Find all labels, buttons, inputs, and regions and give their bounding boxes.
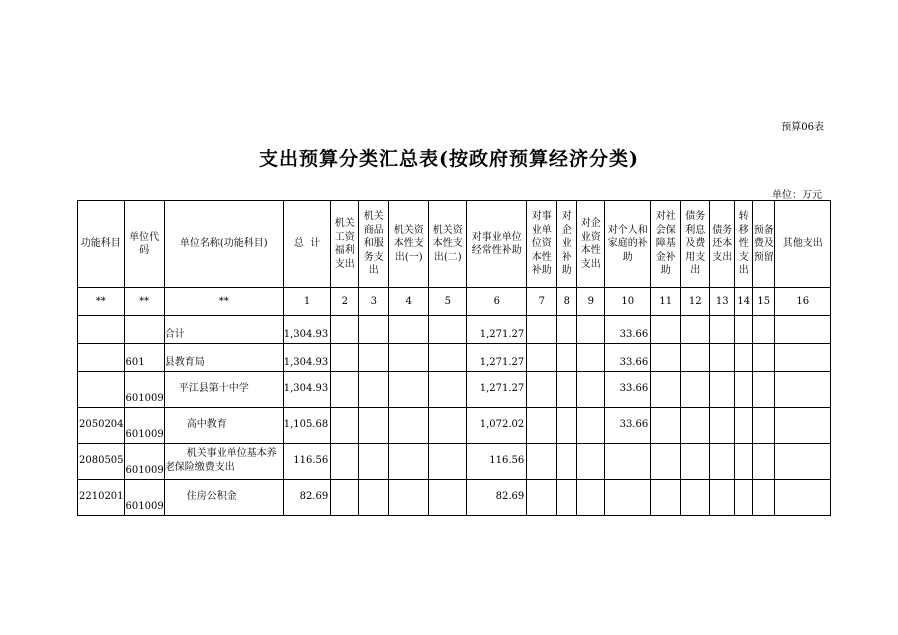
total-cell: 82.69 bbox=[283, 480, 331, 516]
table-row bbox=[78, 316, 831, 344]
unit-code-cell: 601009 bbox=[124, 408, 164, 444]
c9-cell bbox=[605, 444, 651, 480]
index-cell: ** bbox=[164, 288, 283, 316]
unit-code-cell bbox=[124, 316, 164, 344]
index-cell: ** bbox=[78, 288, 125, 316]
header-total: 总 计 bbox=[283, 201, 331, 288]
index-cell: 12 bbox=[681, 288, 710, 316]
c9-cell: 33.66 bbox=[605, 316, 651, 344]
index-cell: 5 bbox=[429, 288, 467, 316]
unit-label: 单位：万元 bbox=[772, 190, 822, 201]
header-c14: 预备费及预留 bbox=[753, 201, 775, 288]
total-cell: 116.56 bbox=[283, 444, 331, 480]
table-row bbox=[78, 444, 831, 480]
index-row bbox=[78, 288, 831, 316]
unit-name-cell: 县教育局 bbox=[164, 344, 283, 372]
c5-cell: 82.69 bbox=[467, 480, 527, 516]
page-title: 支出预算分类汇总表(按政府预算经济分类) bbox=[259, 148, 639, 170]
header-c9: 对个人和家庭的补助 bbox=[605, 201, 651, 288]
index-cell: ** bbox=[124, 288, 164, 316]
table-row bbox=[78, 480, 831, 516]
index-cell: 10 bbox=[605, 288, 651, 316]
func-code-cell bbox=[78, 344, 125, 372]
total-cell: 1,304.93 bbox=[283, 372, 331, 408]
unit-code-cell: 601009 bbox=[124, 372, 164, 408]
func-code-cell: 2050204 bbox=[78, 408, 125, 444]
c5-cell: 1,271.27 bbox=[467, 344, 527, 372]
table-row bbox=[78, 372, 831, 408]
index-cell: 13 bbox=[710, 288, 735, 316]
unit-name-cell: 平江县第十中学 bbox=[164, 372, 283, 408]
index-cell: 4 bbox=[389, 288, 429, 316]
header-c13: 转移性支出 bbox=[735, 201, 753, 288]
c5-cell: 1,271.27 bbox=[467, 372, 527, 408]
header-c1: 机关工资福利支出 bbox=[331, 201, 359, 288]
unit-name-cell: 合计 bbox=[164, 316, 283, 344]
func-code-cell: 2210201 bbox=[78, 480, 125, 516]
index-cell: 2 bbox=[331, 288, 359, 316]
header-c11: 债务利息及费用支出 bbox=[681, 201, 710, 288]
c5-cell: 1,072.02 bbox=[467, 408, 527, 444]
header-c4: 机关资本性支出(二) bbox=[429, 201, 467, 288]
header-c15: 其他支出 bbox=[775, 201, 831, 288]
index-cell: 3 bbox=[359, 288, 389, 316]
index-cell: 7 bbox=[527, 288, 557, 316]
header-c5: 对事业单位经常性补助 bbox=[467, 201, 527, 288]
total-cell: 1,304.93 bbox=[283, 344, 331, 372]
index-cell: 16 bbox=[775, 288, 831, 316]
index-cell: 11 bbox=[651, 288, 681, 316]
index-cell: 1 bbox=[283, 288, 331, 316]
header-unit-name: 单位名称(功能科目) bbox=[164, 201, 283, 288]
unit-name-cell: 机关事业单位基本养老保险缴费支出 bbox=[164, 444, 283, 480]
func-code-cell bbox=[78, 372, 125, 408]
header-unit-code: 单位代码 bbox=[124, 201, 164, 288]
index-cell: 6 bbox=[467, 288, 527, 316]
header-func-subject: 功能科目 bbox=[78, 201, 125, 288]
c9-cell: 33.66 bbox=[605, 372, 651, 408]
index-cell: 14 bbox=[735, 288, 753, 316]
expenditure-table bbox=[77, 200, 831, 516]
func-code-cell bbox=[78, 316, 125, 344]
header-c12: 债务还本支出 bbox=[710, 201, 735, 288]
unit-code-cell: 601009 bbox=[124, 444, 164, 480]
header-c2: 机关商品和服务支出 bbox=[359, 201, 389, 288]
c5-cell: 116.56 bbox=[467, 444, 527, 480]
index-cell: 9 bbox=[577, 288, 605, 316]
index-cell: 15 bbox=[753, 288, 775, 316]
header-row bbox=[78, 201, 831, 288]
unit-name-cell: 高中教育 bbox=[164, 408, 283, 444]
header-c10: 对社会保障基金补助 bbox=[651, 201, 681, 288]
c5-cell: 1,271.27 bbox=[467, 316, 527, 344]
header-c8: 对企业资本性支出 bbox=[577, 201, 605, 288]
total-cell: 1,304.93 bbox=[283, 316, 331, 344]
header-c7: 对企业补助 bbox=[557, 201, 577, 288]
header-c3: 机关资本性支出(一) bbox=[389, 201, 429, 288]
unit-code-cell: 601009 bbox=[124, 480, 164, 516]
func-code-cell: 2080505 bbox=[78, 444, 125, 480]
c9-cell: 33.66 bbox=[605, 408, 651, 444]
table-row bbox=[78, 344, 831, 372]
unit-code-cell: 601 bbox=[124, 344, 164, 372]
table-row bbox=[78, 408, 831, 444]
header-c6: 对事业单位资本性补助 bbox=[527, 201, 557, 288]
index-cell: 8 bbox=[557, 288, 577, 316]
c9-cell bbox=[605, 480, 651, 516]
unit-name-cell: 住房公积金 bbox=[164, 480, 283, 516]
total-cell: 1,105.68 bbox=[283, 408, 331, 444]
form-number: 预算06表 bbox=[781, 122, 824, 133]
c9-cell: 33.66 bbox=[605, 344, 651, 372]
